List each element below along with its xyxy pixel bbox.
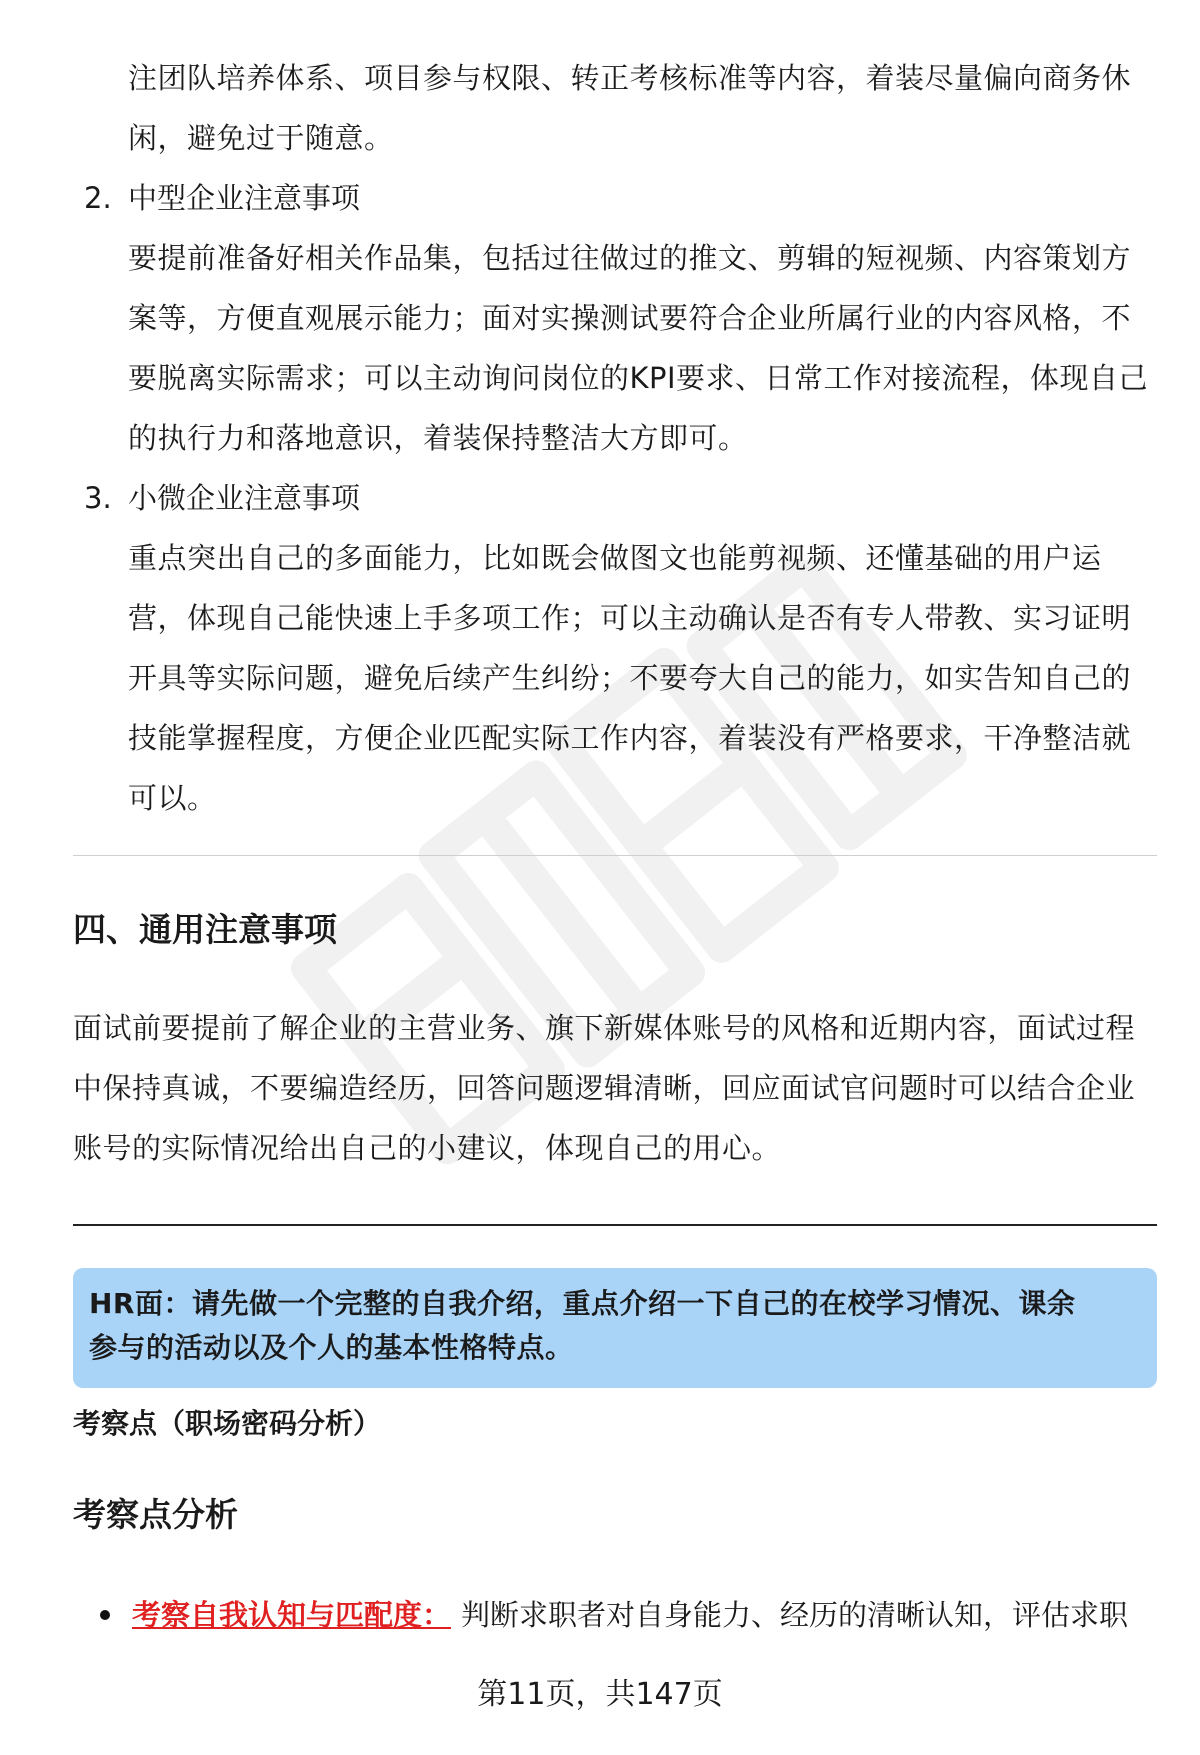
- section-divider: [73, 855, 1157, 856]
- question-line-1: HR面：请先做一个完整的自我介绍，重点介绍一下自己的在校学习情况、课余: [89, 1287, 1076, 1320]
- item3-line-5: 可以。: [128, 781, 217, 815]
- list-item-small-enterprise: [84, 468, 360, 528]
- list-number: 2.: [84, 181, 112, 215]
- item2-line-3: 要脱离实际需求；可以主动询问岗位的KPI要求、日常工作对接流程，体现自己: [128, 361, 1149, 395]
- list-item-medium-enterprise: [84, 168, 360, 228]
- bullet-text: 判断求职者对自身能力、经历的清晰认知，评估求职: [461, 1598, 1129, 1632]
- list-item-title: 中型企业注意事项: [128, 181, 361, 215]
- question-line-2: 参与的活动以及个人的基本性格特点。: [89, 1331, 574, 1364]
- bullet-dot-icon: [100, 1610, 110, 1620]
- item1-continuation-line-2: 闲，避免过于随意。: [128, 121, 394, 155]
- item3-line-1: 重点突出自己的多面能力，比如既会做图文也能剪视频、还懂基础的用户运: [128, 541, 1102, 575]
- page-number-footer: 第11页，共147页: [477, 1677, 723, 1712]
- item3-line-4: 技能掌握程度，方便企业匹配实际工作内容，着装没有严格要求，干净整洁就: [128, 721, 1132, 755]
- analysis-heading: 考察点分析: [73, 1495, 238, 1534]
- item3-line-2: 营，体现自己能快速上手多项工作；可以主动确认是否有专人带教、实习证明: [128, 601, 1132, 635]
- analysis-label: 考察点（职场密码分析）: [73, 1407, 382, 1440]
- general-line-3: 账号的实际情况给出自己的小建议，体现自己的用心。: [73, 1131, 782, 1165]
- question-callout: [73, 1268, 1157, 1388]
- item1-continuation-line-1: 注团队培养体系、项目参与权限、转正考核标准等内容，着装尽量偏向商务休: [128, 61, 1132, 95]
- item2-line-4: 的执行力和落地意识，着装保持整洁大方即可。: [128, 421, 748, 455]
- analysis-bullet: [100, 1590, 1128, 1640]
- item2-line-2: 案等，方便直观展示能力；面对实操测试要符合企业所属行业的内容风格，不: [128, 301, 1132, 335]
- general-line-1: 面试前要提前了解企业的主营业务、旗下新媒体账号的风格和近期内容，面试过程: [73, 1011, 1136, 1045]
- bullet-key-term: 考察自我认知与匹配度：: [132, 1598, 452, 1632]
- section-heading-general: 四、通用注意事项: [73, 910, 337, 949]
- item3-line-3: 开具等实际问题，避免后续产生纠纷；不要夸大自己的能力，如实告知自己的: [128, 661, 1132, 695]
- item2-line-1: 要提前准备好相关作品集，包括过往做过的推文、剪辑的短视频、内容策划方: [128, 241, 1132, 275]
- list-number: 3.: [84, 481, 112, 515]
- question-divider: [73, 1224, 1157, 1226]
- list-item-title: 小微企业注意事项: [128, 481, 361, 515]
- general-line-2: 中保持真诚，不要编造经历，回答问题逻辑清晰，回应面试官问题时可以结合企业: [73, 1071, 1136, 1105]
